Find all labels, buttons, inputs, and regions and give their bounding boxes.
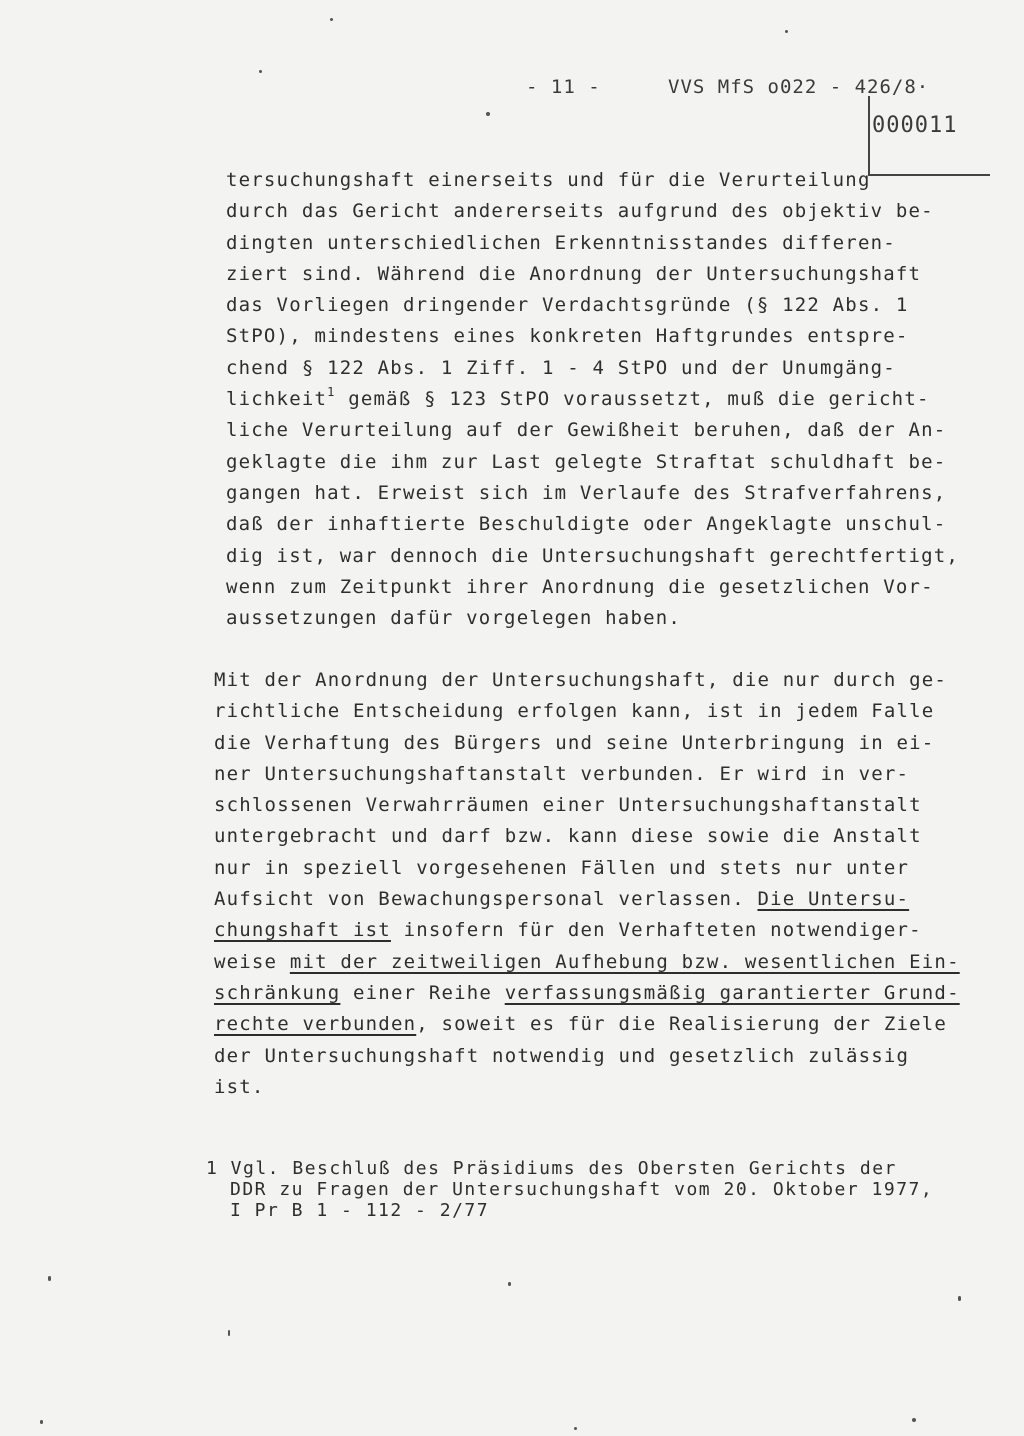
text-line: [214, 728, 960, 759]
scan-speck: [48, 1276, 51, 1281]
text-line: [214, 1041, 960, 1072]
scan-speck: [574, 1427, 577, 1430]
text-run: nur in speziell vorgesehenen Fällen und stets nur unter: [214, 856, 910, 879]
text-line: geklagte die ihm zur Last gelegte Straftat schuldhaft be-: [226, 450, 947, 473]
text-line: [214, 696, 960, 727]
text-line: [226, 384, 959, 415]
text-line: [214, 915, 960, 946]
text-run: gemäß § 123 StPO voraussetzt, muß die gericht-: [335, 388, 930, 411]
scan-speck: [486, 112, 490, 116]
text-line: [214, 821, 960, 852]
underlined-text: mit der zeitweiligen Aufhebung bzw. wesentlichen Ein-: [289, 950, 960, 973]
text-line: [214, 947, 960, 978]
footnote-line: 1 Vgl. Beschluß des Präsidiums des Obersten Gerichts der: [206, 1158, 897, 1179]
text-run: schlossenen Verwahrräumen einer Untersuchungshaftanstalt: [214, 794, 922, 817]
text-run: lichkeit: [226, 388, 328, 411]
underlined-text: chungshaft ist: [214, 919, 391, 942]
scan-speck: [958, 1296, 961, 1301]
text-run: weise: [214, 950, 290, 973]
footnote-marker: 1: [327, 385, 336, 400]
text-run: ist.: [214, 1075, 265, 1098]
text-line: liche Verurteilung auf der Gewißheit beruhen, daß der An-: [226, 419, 947, 442]
text-line: gangen hat. Erweist sich im Verlaufe des Strafverfahrens,: [226, 481, 947, 504]
text-run: Mit der Anordnung der Untersuchungshaft, die nur durch ge-: [214, 669, 948, 691]
text-run: einer Reihe: [340, 981, 505, 1004]
page-number: - 11 -: [526, 76, 601, 98]
text-line: [214, 978, 960, 1009]
footnote-line: I Pr B 1 - 112 - 2/77: [230, 1200, 490, 1221]
text-run: richtliche Entscheidung erfolgen kann, ist in jedem Falle: [214, 700, 935, 723]
text-run: ner Untersuchungshaftanstalt verbunden. Er wird in ver-: [214, 762, 910, 785]
text-line: [214, 665, 960, 696]
underlined-text: Die Untersu-: [757, 888, 910, 911]
paragraph-2: [214, 665, 960, 1103]
text-line: durch das Gericht andererseits aufgrund des objektiv be-: [226, 200, 934, 223]
text-line: StPO), mindestens eines konkreten Haftgrundes entspre-: [226, 325, 909, 348]
text-run: untergebracht und darf bzw. kann diese sowie die Anstalt: [214, 825, 922, 848]
text-run: , soweit es für die Realisierung der Ziele: [416, 1013, 948, 1036]
text-run: der Untersuchungshaft notwendig und gesetzlich zulässig: [214, 1044, 910, 1067]
text-line: dig ist, war dennoch die Untersuchungshaft gerechtfertigt,: [226, 544, 960, 567]
text-run: die Verhaftung des Bürgers und seine Unterbringung in ei-: [214, 731, 935, 754]
document-reference: VVS MfS o022 - 426/8·: [668, 76, 930, 98]
scan-speck: [40, 1420, 43, 1424]
text-line: [214, 884, 960, 915]
text-line: [214, 1009, 960, 1040]
text-line: [214, 1072, 960, 1103]
text-line: chend § 122 Abs. 1 Ziff. 1 - 4 StPO und der Unumgäng-: [226, 356, 896, 379]
text-line: aussetzungen dafür vorgelegen haben.: [226, 607, 682, 630]
text-line: ziert sind. Während die Anordnung der Untersuchungshaft: [226, 262, 922, 285]
text-run: insofern für den Verhafteten notwendiger-: [390, 919, 922, 942]
paragraph-1: [226, 165, 959, 634]
text-line: [214, 853, 960, 884]
scan-speck: [330, 18, 333, 21]
text-line: daß der inhaftierte Beschuldigte oder Angeklagte unschul-: [226, 513, 947, 536]
underlined-text: schränkung: [214, 981, 341, 1004]
scan-speck: [228, 1330, 230, 1336]
text-line: wenn zum Zeitpunkt ihrer Anordnung die gesetzlichen Vor-: [226, 575, 934, 598]
scan-speck: [259, 70, 262, 73]
scan-speck: [508, 1282, 511, 1286]
text-run: Aufsicht von Bewachungspersonal verlassen.: [214, 888, 758, 911]
text-line: tersuchungshaft einerseits und für die Verurteilung: [226, 169, 871, 191]
underlined-text: rechte verbunden: [214, 1013, 417, 1036]
text-line: das Vorliegen dringender Verdachtsgründe (§ 122 Abs. 1: [226, 294, 909, 317]
underlined-text: verfassungsmäßig garantierter Grund-: [504, 981, 960, 1004]
footnote-line: DDR zu Fragen der Untersuchungshaft vom 20. Oktober 1977,: [230, 1179, 934, 1200]
text-line: [214, 790, 960, 821]
footnote: [206, 1158, 933, 1221]
scan-speck: [912, 1418, 916, 1422]
text-line: [214, 759, 960, 790]
scan-speck: [785, 30, 788, 33]
archive-number-stamp: 000011: [872, 113, 958, 138]
text-line: dingten unterschiedlichen Erkenntnisstandes differen-: [226, 231, 896, 254]
